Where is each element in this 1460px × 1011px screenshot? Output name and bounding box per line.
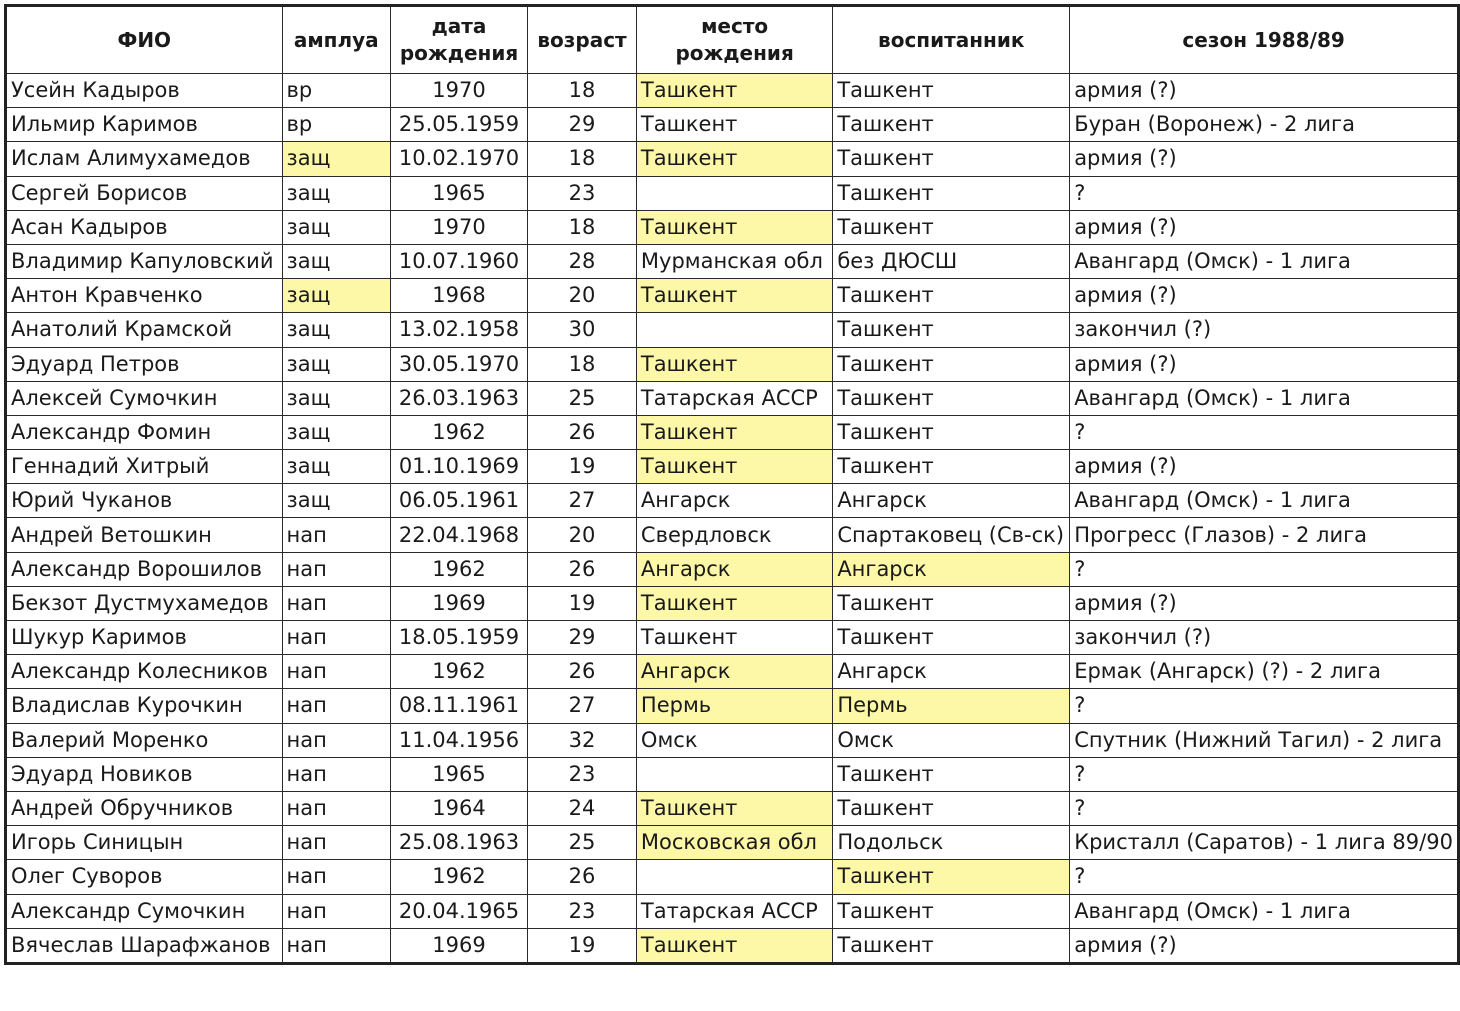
table-row bbox=[6, 518, 1459, 552]
cell-birth-date: 1965 bbox=[390, 757, 527, 791]
cell-age: 30 bbox=[528, 313, 637, 347]
cell-age: 27 bbox=[528, 689, 637, 723]
cell-birthplace: Мурманская обл bbox=[636, 244, 832, 278]
cell-role: защ bbox=[282, 450, 390, 484]
cell-season: ? bbox=[1070, 415, 1459, 449]
cell-fio: Асан Кадыров bbox=[6, 210, 283, 244]
cell-academy: Ташкент bbox=[833, 791, 1070, 825]
cell-fio: Андрей Обручников bbox=[6, 791, 283, 825]
cell-age: 25 bbox=[528, 826, 637, 860]
cell-role: защ bbox=[282, 381, 390, 415]
table-row bbox=[6, 142, 1459, 176]
cell-birthplace: Ташкент bbox=[636, 210, 832, 244]
table-row bbox=[6, 552, 1459, 586]
cell-role: защ bbox=[282, 313, 390, 347]
cell-fio: Юрий Чуканов bbox=[6, 484, 283, 518]
cell-season: ? bbox=[1070, 552, 1459, 586]
table-row bbox=[6, 244, 1459, 278]
cell-age: 29 bbox=[528, 108, 637, 142]
cell-season: армия (?) bbox=[1070, 928, 1459, 963]
cell-season: армия (?) bbox=[1070, 142, 1459, 176]
cell-role: нап bbox=[282, 621, 390, 655]
cell-age: 19 bbox=[528, 450, 637, 484]
cell-age: 25 bbox=[528, 381, 637, 415]
cell-age: 20 bbox=[528, 518, 637, 552]
cell-fio: Александр Ворошилов bbox=[6, 552, 283, 586]
cell-season: ? bbox=[1070, 860, 1459, 894]
cell-season: Буран (Воронеж) - 2 лига bbox=[1070, 108, 1459, 142]
cell-age: 32 bbox=[528, 723, 637, 757]
cell-role: нап bbox=[282, 518, 390, 552]
table-row bbox=[6, 928, 1459, 963]
cell-academy: Ташкент bbox=[833, 894, 1070, 928]
cell-fio: Антон Кравченко bbox=[6, 279, 283, 313]
cell-birthplace bbox=[636, 313, 832, 347]
cell-birthplace: Ташкент bbox=[636, 142, 832, 176]
cell-academy: Ташкент bbox=[833, 313, 1070, 347]
cell-academy: Ташкент bbox=[833, 621, 1070, 655]
cell-birth-date: 06.05.1961 bbox=[390, 484, 527, 518]
cell-birthplace: Ташкент bbox=[636, 450, 832, 484]
table-row bbox=[6, 757, 1459, 791]
table-row bbox=[6, 381, 1459, 415]
cell-role: нап bbox=[282, 586, 390, 620]
cell-age: 27 bbox=[528, 484, 637, 518]
cell-academy: Ташкент bbox=[833, 142, 1070, 176]
cell-age: 26 bbox=[528, 415, 637, 449]
table-row bbox=[6, 347, 1459, 381]
cell-role: защ bbox=[282, 244, 390, 278]
cell-academy: Ташкент bbox=[833, 860, 1070, 894]
cell-fio: Владимир Капуловский bbox=[6, 244, 283, 278]
cell-academy: Ташкент bbox=[833, 279, 1070, 313]
cell-season: армия (?) bbox=[1070, 74, 1459, 108]
cell-fio: Ильмир Каримов bbox=[6, 108, 283, 142]
cell-birth-date: 1968 bbox=[390, 279, 527, 313]
table-body bbox=[6, 74, 1459, 964]
cell-season: Ермак (Ангарск) (?) - 2 лига bbox=[1070, 655, 1459, 689]
cell-birthplace: Ташкент bbox=[636, 415, 832, 449]
cell-fio: Алексей Сумочкин bbox=[6, 381, 283, 415]
cell-birthplace: Татарская АССР bbox=[636, 894, 832, 928]
cell-age: 18 bbox=[528, 142, 637, 176]
table-row bbox=[6, 210, 1459, 244]
header-birth-date: дата рождения bbox=[390, 6, 527, 74]
cell-fio: Шукур Каримов bbox=[6, 621, 283, 655]
cell-role: нап bbox=[282, 791, 390, 825]
cell-fio: Олег Суворов bbox=[6, 860, 283, 894]
table-header bbox=[6, 6, 1459, 74]
cell-birth-date: 1970 bbox=[390, 74, 527, 108]
cell-birth-date: 1964 bbox=[390, 791, 527, 825]
cell-age: 18 bbox=[528, 74, 637, 108]
cell-season: Авангард (Омск) - 1 лига bbox=[1070, 244, 1459, 278]
cell-age: 23 bbox=[528, 176, 637, 210]
cell-academy: Ташкент bbox=[833, 415, 1070, 449]
table-row bbox=[6, 279, 1459, 313]
table-row bbox=[6, 415, 1459, 449]
cell-role: вр bbox=[282, 108, 390, 142]
table-row bbox=[6, 450, 1459, 484]
cell-role: защ bbox=[282, 415, 390, 449]
cell-role: нап bbox=[282, 757, 390, 791]
cell-birth-date: 25.05.1959 bbox=[390, 108, 527, 142]
table-row bbox=[6, 484, 1459, 518]
cell-age: 28 bbox=[528, 244, 637, 278]
cell-role: защ bbox=[282, 142, 390, 176]
cell-birth-date: 26.03.1963 bbox=[390, 381, 527, 415]
cell-role: нап bbox=[282, 552, 390, 586]
cell-season: Авангард (Омск) - 1 лига bbox=[1070, 894, 1459, 928]
cell-season: армия (?) bbox=[1070, 586, 1459, 620]
cell-academy: Ангарск bbox=[833, 655, 1070, 689]
cell-fio: Геннадий Хитрый bbox=[6, 450, 283, 484]
cell-birth-date: 30.05.1970 bbox=[390, 347, 527, 381]
cell-fio: Бекзот Дустмухамедов bbox=[6, 586, 283, 620]
cell-birthplace: Ташкент bbox=[636, 347, 832, 381]
cell-academy: Ташкент bbox=[833, 74, 1070, 108]
cell-age: 19 bbox=[528, 928, 637, 963]
cell-fio: Эдуард Петров bbox=[6, 347, 283, 381]
cell-birthplace: Татарская АССР bbox=[636, 381, 832, 415]
table-row bbox=[6, 621, 1459, 655]
cell-age: 19 bbox=[528, 586, 637, 620]
cell-birth-date: 20.04.1965 bbox=[390, 894, 527, 928]
cell-season: ? bbox=[1070, 176, 1459, 210]
cell-birthplace: Пермь bbox=[636, 689, 832, 723]
header-birthplace: место рождения bbox=[636, 6, 832, 74]
cell-age: 23 bbox=[528, 757, 637, 791]
cell-season: Авангард (Омск) - 1 лига bbox=[1070, 484, 1459, 518]
cell-role: защ bbox=[282, 279, 390, 313]
cell-birth-date: 08.11.1961 bbox=[390, 689, 527, 723]
cell-academy: Ташкент bbox=[833, 381, 1070, 415]
cell-age: 20 bbox=[528, 279, 637, 313]
roster-table bbox=[4, 4, 1460, 965]
cell-birth-date: 13.02.1958 bbox=[390, 313, 527, 347]
cell-birthplace: Ангарск bbox=[636, 484, 832, 518]
cell-season: Прогресс (Глазов) - 2 лига bbox=[1070, 518, 1459, 552]
cell-birth-date: 10.02.1970 bbox=[390, 142, 527, 176]
cell-birth-date: 1962 bbox=[390, 552, 527, 586]
cell-age: 29 bbox=[528, 621, 637, 655]
cell-season: ? bbox=[1070, 757, 1459, 791]
cell-age: 23 bbox=[528, 894, 637, 928]
cell-academy: Ташкент bbox=[833, 757, 1070, 791]
cell-season: ? bbox=[1070, 791, 1459, 825]
cell-birth-date: 1969 bbox=[390, 586, 527, 620]
cell-academy: Пермь bbox=[833, 689, 1070, 723]
cell-season: Кристалл (Саратов) - 1 лига 89/90 bbox=[1070, 826, 1459, 860]
cell-birthplace: Ташкент bbox=[636, 74, 832, 108]
cell-role: вр bbox=[282, 74, 390, 108]
cell-fio: Владислав Курочкин bbox=[6, 689, 283, 723]
cell-birthplace bbox=[636, 860, 832, 894]
cell-season: закончил (?) bbox=[1070, 621, 1459, 655]
header-fio: ФИО bbox=[6, 6, 283, 74]
cell-birth-date: 10.07.1960 bbox=[390, 244, 527, 278]
cell-age: 26 bbox=[528, 860, 637, 894]
cell-fio: Андрей Ветошкин bbox=[6, 518, 283, 552]
cell-birth-date: 1969 bbox=[390, 928, 527, 963]
cell-role: нап bbox=[282, 723, 390, 757]
header-age: возраст bbox=[528, 6, 637, 74]
cell-academy: Ташкент bbox=[833, 108, 1070, 142]
header-academy: воспитанник bbox=[833, 6, 1070, 74]
cell-season: ? bbox=[1070, 689, 1459, 723]
cell-fio: Валерий Моренко bbox=[6, 723, 283, 757]
cell-role: нап bbox=[282, 894, 390, 928]
cell-age: 24 bbox=[528, 791, 637, 825]
header-role: амплуа bbox=[282, 6, 390, 74]
table-row bbox=[6, 894, 1459, 928]
cell-birthplace: Ангарск bbox=[636, 552, 832, 586]
cell-role: защ bbox=[282, 484, 390, 518]
table-row bbox=[6, 655, 1459, 689]
cell-birthplace: Ташкент bbox=[636, 279, 832, 313]
cell-fio: Ислам Алимухамедов bbox=[6, 142, 283, 176]
table-row bbox=[6, 791, 1459, 825]
cell-age: 18 bbox=[528, 210, 637, 244]
cell-academy: Ташкент bbox=[833, 347, 1070, 381]
cell-role: нап bbox=[282, 928, 390, 963]
cell-role: нап bbox=[282, 689, 390, 723]
cell-birthplace: Ташкент bbox=[636, 621, 832, 655]
cell-age: 26 bbox=[528, 655, 637, 689]
header-row bbox=[6, 6, 1459, 74]
cell-age: 18 bbox=[528, 347, 637, 381]
cell-birthplace: Московская обл bbox=[636, 826, 832, 860]
table-row bbox=[6, 586, 1459, 620]
cell-fio: Игорь Синицын bbox=[6, 826, 283, 860]
table-row bbox=[6, 176, 1459, 210]
cell-season: Авангард (Омск) - 1 лига bbox=[1070, 381, 1459, 415]
cell-birthplace: Омск bbox=[636, 723, 832, 757]
cell-academy: Ташкент bbox=[833, 586, 1070, 620]
cell-birthplace: Ташкент bbox=[636, 791, 832, 825]
cell-birthplace: Ташкент bbox=[636, 586, 832, 620]
cell-academy: Омск bbox=[833, 723, 1070, 757]
cell-birth-date: 25.08.1963 bbox=[390, 826, 527, 860]
cell-season: армия (?) bbox=[1070, 347, 1459, 381]
cell-birth-date: 1962 bbox=[390, 655, 527, 689]
cell-role: нап bbox=[282, 826, 390, 860]
cell-role: нап bbox=[282, 655, 390, 689]
cell-birth-date: 1965 bbox=[390, 176, 527, 210]
cell-role: нап bbox=[282, 860, 390, 894]
cell-academy: Ташкент bbox=[833, 928, 1070, 963]
cell-birthplace bbox=[636, 176, 832, 210]
cell-birth-date: 1962 bbox=[390, 415, 527, 449]
cell-birthplace: Ташкент bbox=[636, 108, 832, 142]
cell-birth-date: 1962 bbox=[390, 860, 527, 894]
cell-birthplace: Ангарск bbox=[636, 655, 832, 689]
cell-birth-date: 18.05.1959 bbox=[390, 621, 527, 655]
cell-birthplace: Ташкент bbox=[636, 928, 832, 963]
table-row bbox=[6, 860, 1459, 894]
cell-academy: Спартаковец (Св-ск) bbox=[833, 518, 1070, 552]
cell-academy: Ангарск bbox=[833, 552, 1070, 586]
cell-season: армия (?) bbox=[1070, 279, 1459, 313]
cell-fio: Александр Фомин bbox=[6, 415, 283, 449]
header-season: сезон 1988/89 bbox=[1070, 6, 1459, 74]
cell-academy: Ангарск bbox=[833, 484, 1070, 518]
cell-season: армия (?) bbox=[1070, 450, 1459, 484]
cell-age: 26 bbox=[528, 552, 637, 586]
cell-birth-date: 22.04.1968 bbox=[390, 518, 527, 552]
cell-birth-date: 01.10.1969 bbox=[390, 450, 527, 484]
cell-academy: без ДЮСШ bbox=[833, 244, 1070, 278]
cell-academy: Ташкент bbox=[833, 210, 1070, 244]
cell-season: Спутник (Нижний Тагил) - 2 лига bbox=[1070, 723, 1459, 757]
table-row bbox=[6, 723, 1459, 757]
cell-birth-date: 1970 bbox=[390, 210, 527, 244]
table-row bbox=[6, 826, 1459, 860]
cell-season: армия (?) bbox=[1070, 210, 1459, 244]
cell-role: защ bbox=[282, 176, 390, 210]
table-row bbox=[6, 108, 1459, 142]
table-row bbox=[6, 74, 1459, 108]
cell-birthplace: Свердловск bbox=[636, 518, 832, 552]
table-row bbox=[6, 689, 1459, 723]
cell-season: закончил (?) bbox=[1070, 313, 1459, 347]
cell-fio: Вячеслав Шарафжанов bbox=[6, 928, 283, 963]
cell-fio: Усейн Кадыров bbox=[6, 74, 283, 108]
cell-academy: Подольск bbox=[833, 826, 1070, 860]
cell-birth-date: 11.04.1956 bbox=[390, 723, 527, 757]
cell-fio: Александр Колесников bbox=[6, 655, 283, 689]
table-row bbox=[6, 313, 1459, 347]
cell-fio: Александр Сумочкин bbox=[6, 894, 283, 928]
cell-academy: Ташкент bbox=[833, 450, 1070, 484]
cell-fio: Сергей Борисов bbox=[6, 176, 283, 210]
cell-role: защ bbox=[282, 210, 390, 244]
cell-fio: Анатолий Крамской bbox=[6, 313, 283, 347]
cell-academy: Ташкент bbox=[833, 176, 1070, 210]
cell-role: защ bbox=[282, 347, 390, 381]
cell-fio: Эдуард Новиков bbox=[6, 757, 283, 791]
cell-birthplace bbox=[636, 757, 832, 791]
